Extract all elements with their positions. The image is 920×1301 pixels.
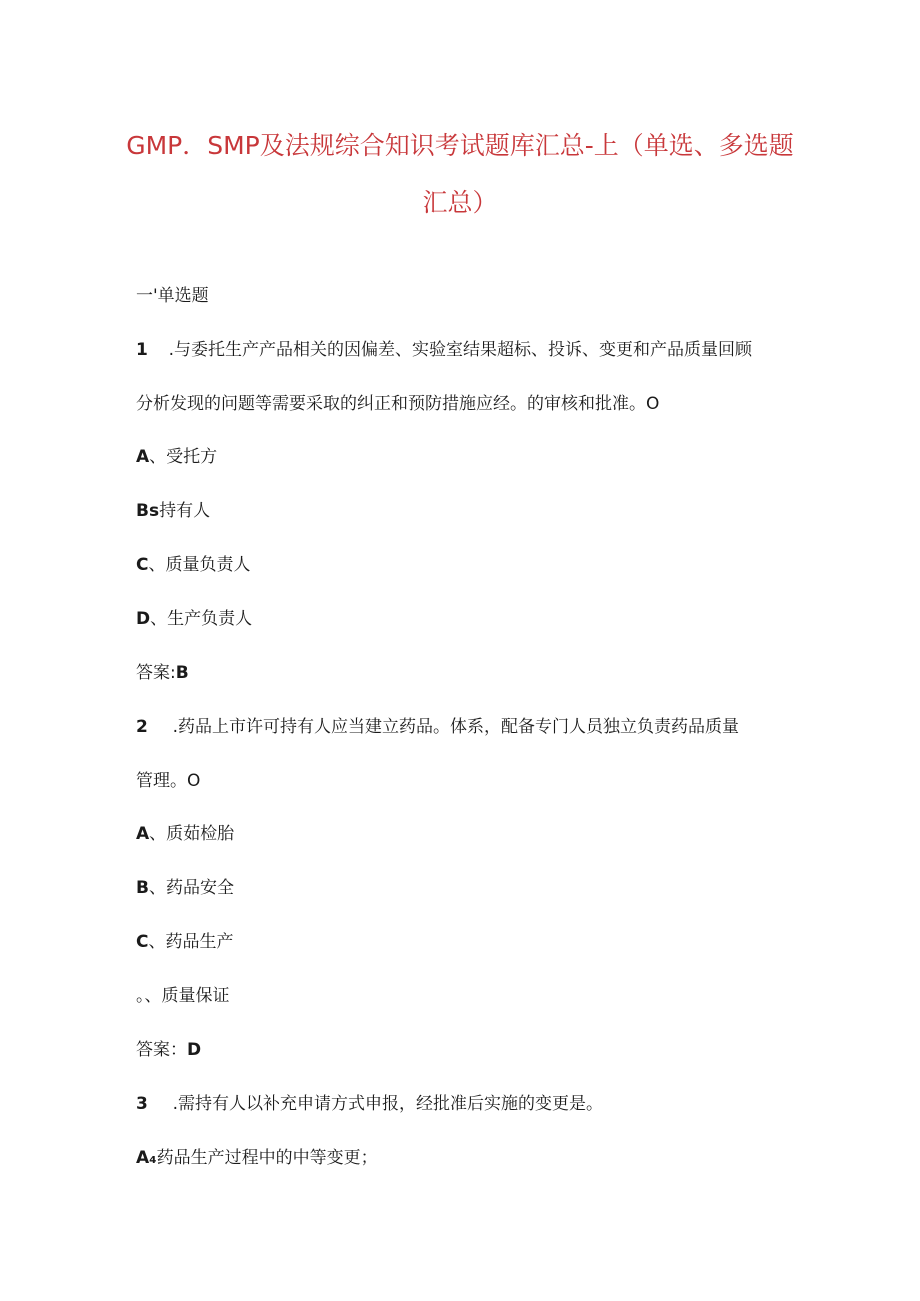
question-1-line-1	[136, 339, 752, 361]
section-heading: 一'单选题	[136, 286, 209, 306]
option-key: 。	[136, 986, 145, 1006]
option-text: 持有人	[159, 501, 211, 521]
question-2-line-1	[136, 716, 739, 738]
question-3-line-1	[136, 1093, 603, 1115]
option-text: 、药品安全	[148, 878, 234, 898]
question-1-line-2: 分析发现的问题等需要采取的纠正和预防措施应经。的审核和批准。O	[136, 394, 660, 414]
option-text: 、生产负责人	[150, 609, 253, 629]
option-key: B	[136, 878, 149, 898]
question-1-option-a	[136, 446, 217, 468]
option-key: A	[136, 824, 150, 844]
option-key: C	[136, 932, 149, 952]
question-1-text: .与委托生产产品相关的因偏差、实验室结果超标、投诉、变更和产品质量回顾	[168, 340, 753, 360]
answer-label: 答案：	[136, 1040, 187, 1060]
answer-value: B	[175, 663, 189, 683]
option-text: 药品生产过程中的中等变更；	[156, 1148, 378, 1168]
option-key: C	[136, 555, 149, 575]
option-text: 、药品生产	[148, 932, 234, 952]
option-text: 、质茹检胎	[149, 824, 235, 844]
question-2-number: 2	[136, 717, 148, 737]
answer-value: D	[187, 1040, 202, 1060]
question-2-option-a	[136, 823, 234, 845]
question-3-text: .需持有人以补充申请方式申报，经批准后实施的变更是。	[172, 1094, 604, 1114]
question-2-text: .药品上市许可持有人应当建立药品。体系，配备专门人员独立负责药品质量	[172, 717, 740, 737]
question-2-line-2: 管理。O	[136, 771, 201, 791]
option-key: A	[136, 447, 150, 467]
answer-label: 答案:	[136, 663, 176, 683]
question-2-answer	[136, 1039, 201, 1061]
question-1-number: 1	[136, 340, 148, 360]
question-3-option-a	[136, 1147, 378, 1169]
option-text: 、质量保证	[144, 986, 230, 1006]
question-1-answer	[136, 662, 189, 684]
option-key: Bs	[136, 501, 160, 521]
question-1-option-c	[136, 554, 250, 576]
question-2-option-c	[136, 931, 233, 953]
question-1-option-b	[136, 500, 210, 522]
document-title-line-1: GMP．SMP及法规综合知识考试题库汇总-上（单选、多选题	[126, 131, 794, 160]
option-text: 、受托方	[149, 447, 218, 467]
question-2-option-d	[136, 985, 230, 1007]
option-text: 、质量负责人	[148, 555, 251, 575]
question-3-number: 3	[136, 1094, 148, 1114]
question-2-option-b	[136, 877, 234, 899]
option-key: A₄	[136, 1148, 157, 1168]
option-key: D	[136, 609, 151, 629]
question-1-option-d	[136, 608, 252, 630]
document-title-line-2: 汇总）	[422, 188, 498, 217]
